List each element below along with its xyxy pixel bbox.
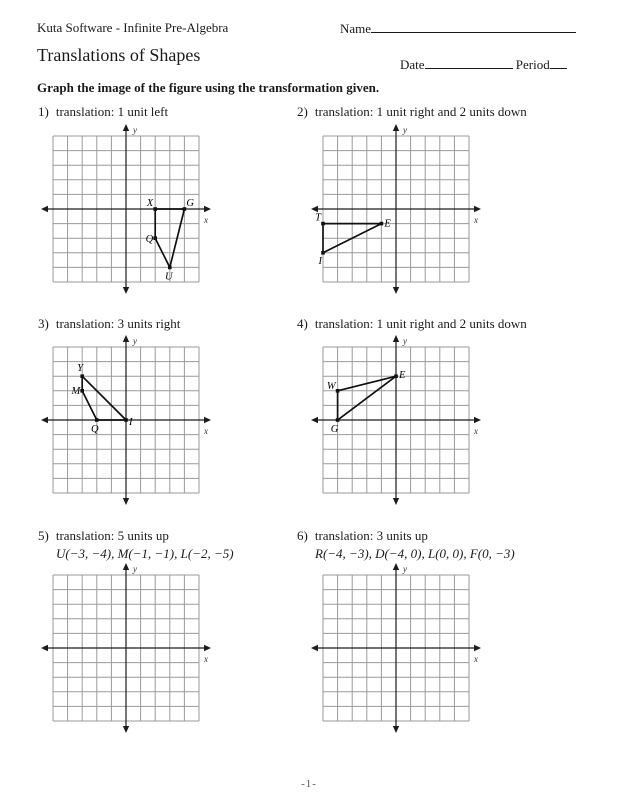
problem-6-header (297, 528, 515, 562)
y-axis-down-arrow-icon (393, 498, 399, 505)
period-label: Period (515, 57, 550, 72)
vertex-label-I: I (318, 255, 322, 267)
x-axis-right-arrow-icon (204, 645, 211, 651)
problem-6-instruction: translation: 3 units up (314, 528, 428, 543)
problem-3-instruction: translation: 3 units right (55, 316, 181, 331)
problem-1-instruction: translation: 1 unit left (55, 104, 169, 119)
y-axis-label: y (133, 336, 137, 346)
problem-1-header (38, 104, 168, 120)
vertex-label-E: E (399, 370, 406, 382)
y-axis-label: y (403, 125, 407, 135)
x-axis-right-arrow-icon (474, 206, 481, 212)
name-blank-line (371, 20, 576, 33)
x-axis-label: x (204, 215, 208, 225)
vertex-label-W: W (326, 380, 336, 392)
vertex-dot (80, 374, 84, 378)
y-axis-up-arrow-icon (393, 124, 399, 131)
y-axis-up-arrow-icon (123, 563, 129, 570)
y-axis-down-arrow-icon (393, 287, 399, 294)
coordinate-grid-6 (309, 561, 483, 735)
vertex-label-Y: Y (77, 363, 84, 375)
y-axis-label: y (403, 564, 407, 574)
vertex-dot (380, 222, 384, 226)
vertex-dot (336, 389, 340, 393)
problem-5-number: 5) (38, 528, 49, 543)
coordinate-grid-5 (39, 561, 213, 735)
grid-svg (39, 561, 213, 735)
x-axis-right-arrow-icon (204, 206, 211, 212)
y-axis-up-arrow-icon (393, 335, 399, 342)
vertex-dot (95, 418, 99, 422)
y-axis-down-arrow-icon (123, 498, 129, 505)
date-blank-line (425, 56, 513, 69)
vertex-label-T: T (315, 212, 321, 224)
problem-3-number: 3) (38, 316, 49, 331)
vertex-label-M: M (71, 385, 81, 397)
problem-5-points: U(−3, −4), M(−1, −1), L(−2, −5) (56, 546, 234, 561)
vertex-label-I: I (129, 417, 133, 428)
x-axis-left-arrow-icon (311, 206, 318, 212)
y-axis-up-arrow-icon (393, 563, 399, 570)
vertex-dot (124, 418, 128, 422)
y-axis-down-arrow-icon (393, 726, 399, 733)
vertex-dot (321, 222, 325, 226)
vertex-dot (153, 236, 157, 240)
x-axis-label: x (474, 215, 478, 225)
problem-6-number: 6) (297, 528, 308, 543)
x-axis-label: x (204, 426, 208, 436)
x-axis-right-arrow-icon (474, 645, 481, 651)
vertex-label-Q: Q (145, 234, 154, 246)
problem-2-instruction: translation: 1 unit right and 2 units down (314, 104, 527, 119)
x-axis-label: x (474, 426, 478, 436)
vertex-label-G: G (330, 424, 339, 435)
grid-svg (39, 333, 213, 507)
coordinate-grid-3 (39, 333, 213, 507)
x-axis-label: x (474, 654, 478, 664)
y-axis-down-arrow-icon (123, 726, 129, 733)
page-number: -1- (301, 778, 317, 790)
vertex-label-Q: Q (91, 424, 99, 435)
coordinate-grid-4 (309, 333, 483, 507)
x-axis-left-arrow-icon (41, 206, 48, 212)
x-axis-left-arrow-icon (311, 417, 318, 423)
brand-text: Kuta Software - Infinite Pre-Algebra (37, 20, 229, 35)
x-axis-left-arrow-icon (41, 645, 48, 651)
coordinate-grid-1 (39, 122, 213, 296)
problem-2-number: 2) (297, 104, 308, 119)
y-axis-label: y (403, 336, 407, 346)
date-label: Date (400, 57, 425, 72)
directions-text: Graph the image of the figure using the transformation given. (37, 80, 380, 95)
problem-2-header (297, 104, 527, 120)
grid-svg (309, 561, 483, 735)
vertex-label-U: U (165, 271, 173, 283)
name-label: Name (340, 21, 372, 36)
y-axis-up-arrow-icon (123, 124, 129, 131)
vertex-dot (153, 207, 157, 211)
x-axis-label: x (204, 654, 208, 664)
y-axis-label: y (133, 125, 137, 135)
vertex-dot (321, 251, 325, 255)
y-axis-up-arrow-icon (123, 335, 129, 342)
problem-4-number: 4) (297, 316, 308, 331)
name-field (340, 20, 576, 37)
problem-5-header (38, 528, 234, 562)
x-axis-left-arrow-icon (41, 417, 48, 423)
vertex-label-G: G (186, 198, 194, 209)
vertex-label-X: X (146, 198, 154, 209)
vertex-dot (168, 266, 172, 270)
y-axis-down-arrow-icon (123, 287, 129, 294)
x-axis-left-arrow-icon (311, 645, 318, 651)
coordinate-grid-2 (309, 122, 483, 296)
problem-5-instruction: translation: 5 units up (55, 528, 169, 543)
grid-svg (39, 122, 213, 296)
date-period-field (400, 56, 567, 73)
vertex-dot (80, 389, 84, 393)
grid-svg (309, 333, 483, 507)
problem-1-number: 1) (38, 104, 49, 119)
problem-3-header (38, 316, 180, 332)
vertex-dot (394, 374, 398, 378)
page-title: Translations of Shapes (37, 45, 201, 65)
y-axis-label: y (133, 564, 137, 574)
x-axis-right-arrow-icon (474, 417, 481, 423)
problem-6-points: R(−4, −3), D(−4, 0), L(0, 0), F(0, −3) (315, 546, 515, 561)
problem-4-instruction: translation: 1 unit right and 2 units down (314, 316, 527, 331)
x-axis-right-arrow-icon (204, 417, 211, 423)
vertex-label-E: E (384, 218, 391, 230)
figure-polygon (82, 376, 126, 420)
grid-svg (309, 122, 483, 296)
problem-4-header (297, 316, 527, 332)
period-blank-line (550, 56, 567, 69)
vertex-dot (336, 418, 340, 422)
